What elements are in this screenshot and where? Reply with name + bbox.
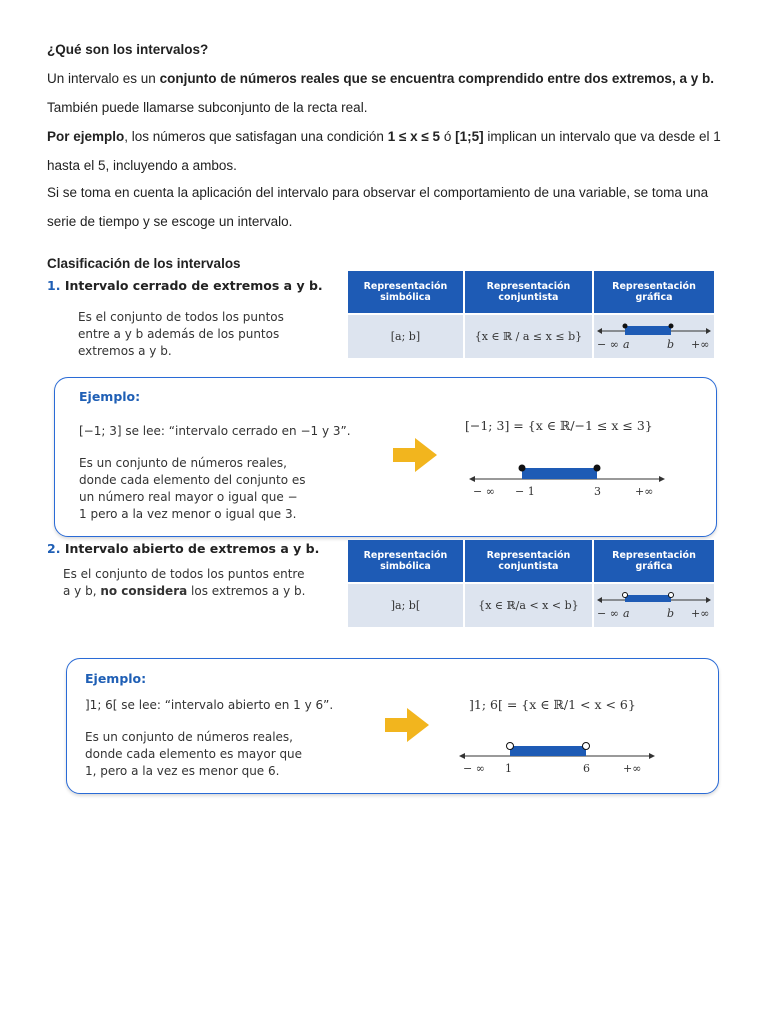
left-arrowhead bbox=[597, 597, 602, 603]
left-endpoint-label: 1 bbox=[505, 762, 512, 775]
minus-inf-label: − ∞ bbox=[463, 762, 485, 775]
closed-interval-description: Es el conjunto de todos los puntos entre a y b además de los puntos extremos a y b. bbox=[78, 310, 284, 358]
open-interval-title bbox=[47, 541, 319, 556]
closed-set: {x ∈ ℝ / a ≤ x ≤ b} bbox=[464, 314, 593, 358]
open-set: {x ∈ ℝ/a < x < b} bbox=[464, 583, 593, 627]
closed-interval-title bbox=[47, 278, 323, 293]
closed-number-line bbox=[595, 316, 713, 354]
plus-inf-label: +∞ bbox=[691, 607, 710, 620]
interval-bar bbox=[625, 595, 671, 602]
closed-title-text: Intervalo cerrado de extremos a y b. bbox=[64, 278, 323, 293]
example-or: ó bbox=[440, 129, 456, 144]
minus-inf-label: − ∞ bbox=[597, 607, 619, 620]
header-symbolic: Representación simbólica bbox=[348, 271, 464, 314]
def-text-end: También puede llamarse subconjunto de la recta real. bbox=[47, 100, 368, 115]
left-endpoint-label: − 1 bbox=[515, 485, 535, 498]
plus-inf-label: +∞ bbox=[691, 338, 710, 351]
open-example-read: ]1; 6[ se lee: “intervalo abierto en 1 y 6”. bbox=[85, 698, 334, 712]
closed-interval-table bbox=[348, 271, 716, 358]
open-endpoint-left bbox=[507, 743, 514, 750]
definition-paragraph bbox=[47, 64, 727, 122]
b-label: b bbox=[667, 607, 675, 620]
application-paragraph: Si se toma en cuenta la aplicación del intervalo para observar el comportamiento de una variable, se toma una serie de tiempo y se escoge un intervalo. bbox=[47, 185, 709, 229]
def-bold: conjunto de números reales que se encuentra comprendido entre dos extremos, a y b. bbox=[159, 71, 714, 86]
yellow-arrow-icon bbox=[393, 438, 437, 472]
interval-bold: [1;5] bbox=[455, 129, 484, 144]
open-interval-table bbox=[348, 540, 716, 627]
open-example-title: Ejemplo: bbox=[85, 671, 147, 686]
minus-inf-label: − ∞ bbox=[473, 485, 495, 498]
closed-example-read: [−1; 3] se lee: “intervalo cerrado en −1 y 3”. bbox=[79, 424, 351, 438]
closed-example-number-line bbox=[467, 456, 667, 500]
open-interval-description bbox=[63, 566, 313, 600]
yellow-arrow-icon bbox=[385, 708, 429, 742]
header-set: Representación conjuntista bbox=[464, 540, 593, 583]
interval-bar bbox=[522, 468, 597, 479]
open-desc-text: Es el conjunto de todos los puntos entre a y b, bbox=[63, 567, 305, 598]
closed-example-box bbox=[54, 377, 717, 537]
plus-inf-label: +∞ bbox=[635, 485, 654, 498]
closed-endpoint-a bbox=[623, 324, 628, 329]
condition-bold: 1 ≤ x ≤ 5 bbox=[387, 129, 441, 144]
open-number: 2. bbox=[47, 541, 61, 556]
left-arrowhead bbox=[469, 476, 475, 482]
header-graphic: Representación gráfica bbox=[593, 271, 715, 314]
header-graphic: Representación gráfica bbox=[593, 540, 715, 583]
header-set: Representación conjuntista bbox=[464, 271, 593, 314]
closed-number: 1. bbox=[47, 278, 61, 293]
interval-bar bbox=[625, 326, 671, 335]
right-arrowhead bbox=[649, 753, 655, 759]
left-arrowhead bbox=[459, 753, 465, 759]
open-endpoint-a bbox=[623, 593, 628, 598]
example-text-end: implican un intervalo que va desde el 1 hasta el 5, incluyendo a ambos. bbox=[47, 129, 721, 173]
right-arrowhead bbox=[659, 476, 665, 482]
open-example-explain: Es un conjunto de números reales, donde cada elemento es mayor que 1, pero a la vez es menor que 6. bbox=[85, 730, 303, 778]
closed-example-formula: [−1; 3] = {x ∈ ℝ/−1 ≤ x ≤ 3} bbox=[465, 418, 653, 433]
open-endpoint-b bbox=[669, 593, 674, 598]
open-number-line bbox=[595, 585, 713, 623]
closed-example-explain: Es un conjunto de números reales, donde cada elemento del conjunto es un número real mayor o igual que − 1 pero a la vez menor o igual que 3. bbox=[79, 456, 306, 521]
b-label: b bbox=[667, 338, 675, 351]
page-heading: ¿Qué son los intervalos? bbox=[47, 42, 209, 57]
interval-bar bbox=[510, 746, 586, 756]
closed-endpoint-left bbox=[519, 465, 526, 472]
plus-inf-label: +∞ bbox=[623, 762, 642, 775]
open-example-formula: ]1; 6[ = {x ∈ ℝ/1 < x < 6} bbox=[469, 697, 636, 712]
right-endpoint-label: 6 bbox=[583, 762, 590, 775]
right-endpoint-label: 3 bbox=[594, 485, 601, 498]
closed-symbolic: [a; b] bbox=[348, 314, 464, 358]
closed-endpoint-b bbox=[669, 324, 674, 329]
a-label: a bbox=[623, 607, 630, 620]
def-text: Un intervalo es un bbox=[47, 71, 160, 86]
example-paragraph bbox=[47, 122, 727, 180]
a-label: a bbox=[623, 338, 630, 351]
open-desc-end: los extremos a y b. bbox=[187, 584, 306, 598]
left-arrowhead bbox=[597, 328, 602, 334]
closed-endpoint-right bbox=[594, 465, 601, 472]
classification-heading: Clasificación de los intervalos bbox=[47, 256, 241, 271]
open-title-text: Intervalo abierto de extremos a y b. bbox=[64, 541, 320, 556]
closed-example-title: Ejemplo: bbox=[79, 389, 141, 404]
right-arrowhead bbox=[706, 328, 711, 334]
example-bold: Por ejemplo bbox=[47, 129, 125, 144]
open-example-number-line bbox=[457, 733, 657, 777]
example-text: , los números que satisfagan una condición bbox=[124, 129, 388, 144]
open-symbolic: ]a; b[ bbox=[348, 583, 464, 627]
minus-inf-label: − ∞ bbox=[597, 338, 619, 351]
open-example-box bbox=[66, 658, 719, 794]
open-endpoint-right bbox=[583, 743, 590, 750]
open-graphic-cell bbox=[593, 583, 715, 627]
right-arrowhead bbox=[706, 597, 711, 603]
open-desc-bold: no considera bbox=[100, 584, 188, 598]
closed-graphic-cell bbox=[593, 314, 715, 358]
header-symbolic: Representación simbólica bbox=[348, 540, 464, 583]
